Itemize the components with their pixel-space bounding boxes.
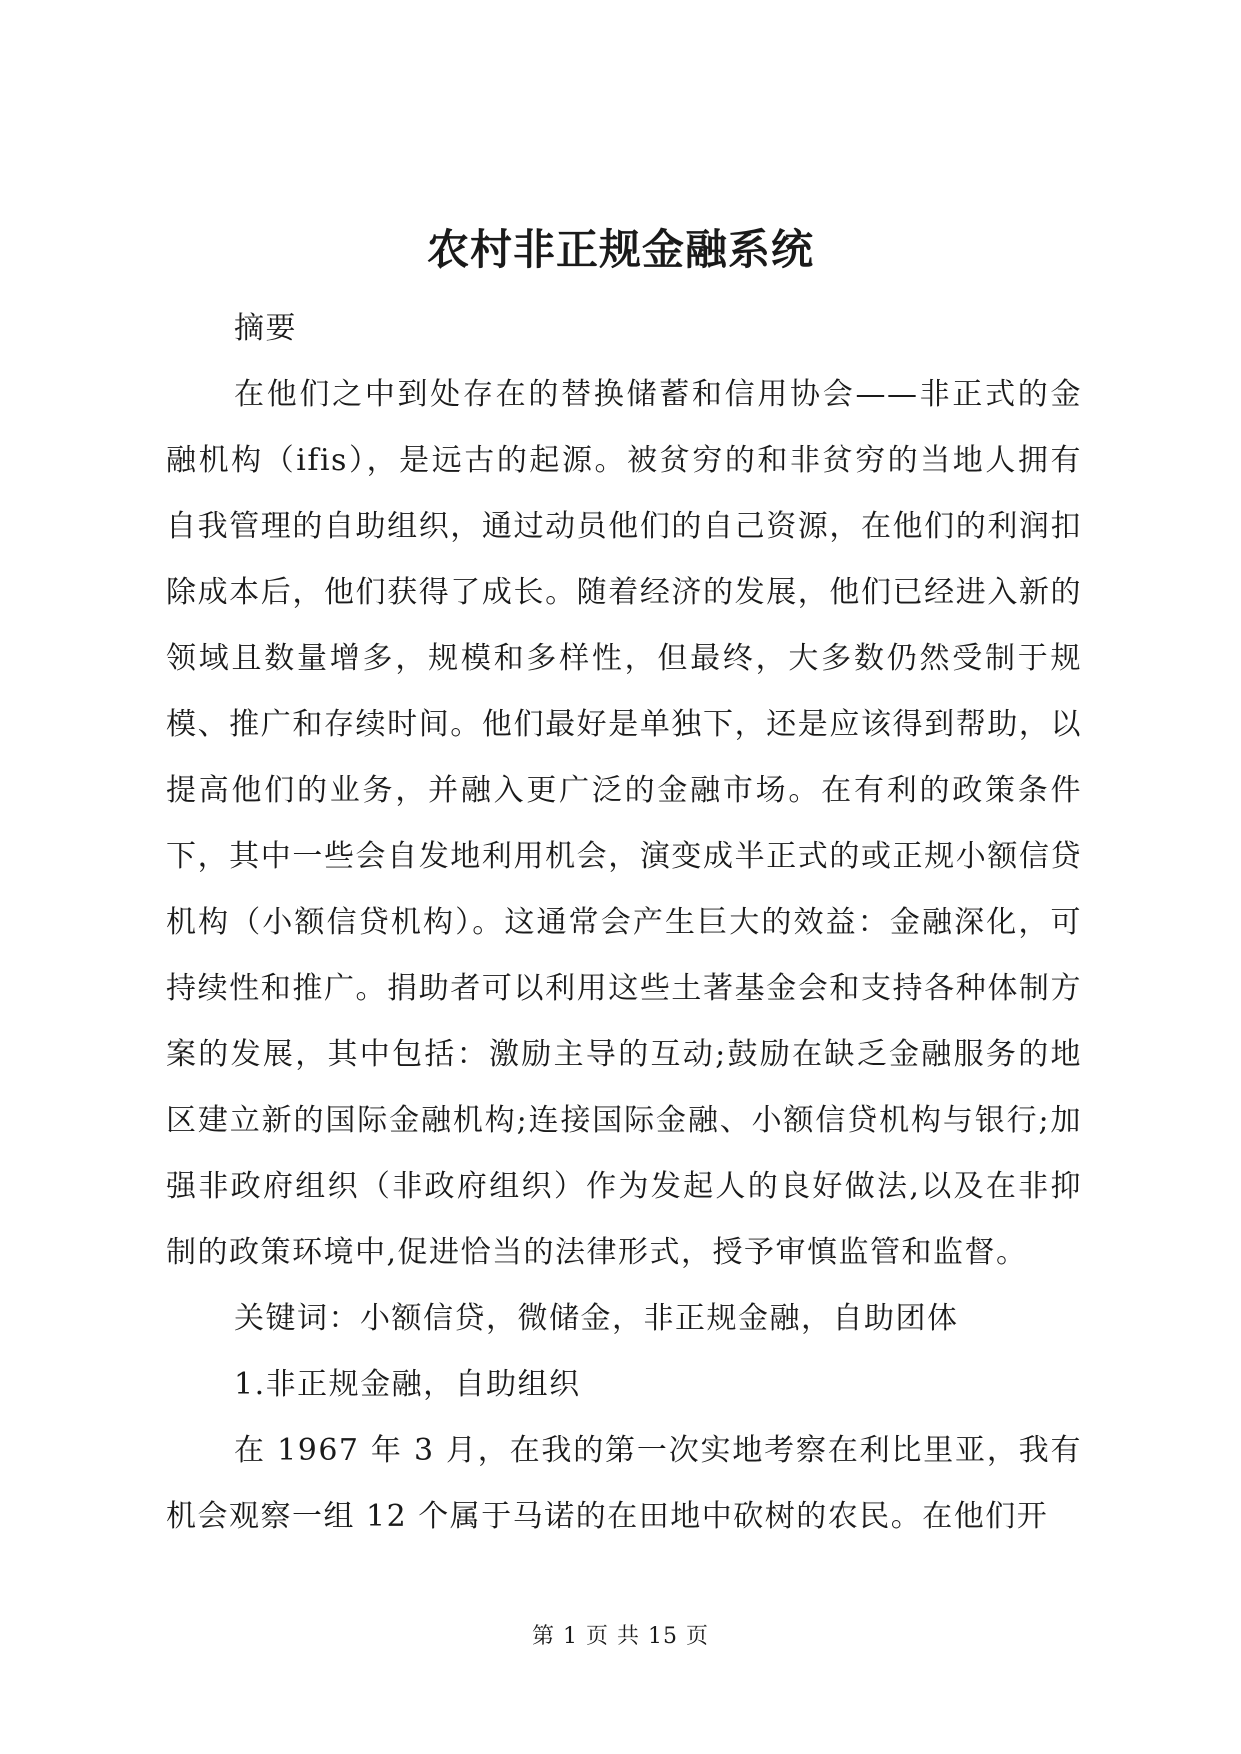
document-title: 农村非正规金融系统 [426, 225, 814, 274]
document-body [166, 296, 1082, 1550]
keywords-line: 关键词：小额信贷，微储金，非正规金融，自助团体 [234, 1301, 959, 1336]
abstract-paragraph: 在他们之中到处存在的替换储蓄和信用协会——非正式的金融机构（ifis），是远古的起源。被贫穷的和非贫穷的当地人拥有自我管理的自助组织，通过动员他们的自己资源，在他们的利润扣除成本后，他们获得了成长。随着经济的发展，他们已经进入新的领域且数量增多，规模和多样性，但最终，大多数仍然受制于规模、推广和存续时间。他们最好是单独下，还是应该得到帮助，以提高他们的业务，并融入更广泛的金融市场。在有利的政策条件下，其中一些会自发地利用机会，演变成半正式的或正规小额信贷机构（小额信贷机构）。这通常会产生巨大的效益：金融深化，可持续性和推广。捐助者可以利用这些土著基金会和支持各种体制方案的发展，其中包括：激励主导的互动;鼓励在缺乏金融服务的地区建立新的国际金融机构;连接国际金融、小额信贷机构与银行;加强非政府组织（非政府组织）作为发起人的良好做法,以及在非抑制的政策环境中,促进恰当的法律形式，授予审慎监管和监督。 [166, 377, 1082, 1270]
body-paragraph: 在 1967 年 3 月，在我的第一次实地考察在利比里亚，我有机会观察一组 12 个属于马诺的在田地中砍树的农民。在他们开 [166, 1433, 1082, 1534]
abstract-heading: 摘要 [234, 311, 297, 346]
page-footer: 第 1 页 共 15 页 [532, 1624, 709, 1649]
section-heading: 1.非正规金融，自助组织 [234, 1367, 581, 1402]
